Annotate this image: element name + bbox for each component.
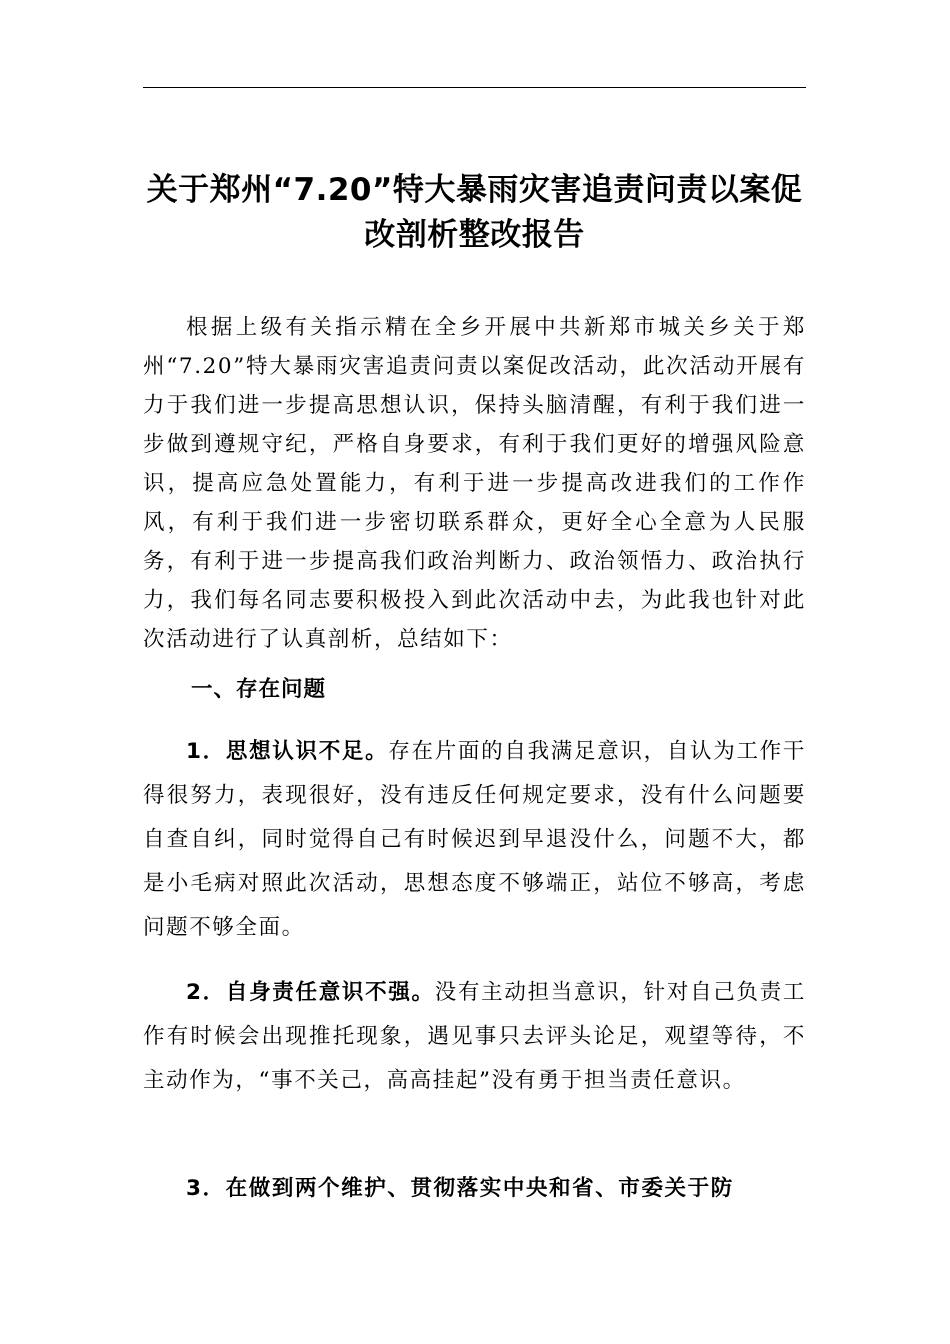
issue-2-lead: 2．自身责任意识不强。 [186,980,435,1005]
title-line-1: 关于郑州“7.20”特大暴雨灾害追责问责以案促 [146,172,803,208]
intro-paragraph: 根据上级有关指示精在全乡开展中共新郑市城关乡关于郑州“7.20”特大暴雨灾害追责问责以案促改活动，此次活动开展有力于我们进一步提高思想认识，保持头脑清醒，有利于我们进一步做到遵规守纪，严格自身要求，有利于我们更好的增强风险意识，提高应急处置能力，有利于进一步提高改进我们的工作作风，有利于我们进一步密切联系群众，更好全心全意为人民服务，有利于进一步提高我们政治判断力、政治领悟力、政治执行力，我们每名同志要积极投入到此次活动中去，为此我也针对此次活动进行了认真剖析，总结如下： [143,315,806,652]
issue-paragraph-3 [143,1167,806,1211]
issue-paragraph-1 [143,730,806,950]
issue-3-lead: 3．在做到两个维护、贯彻落实中央和省、市委关于防 [186,1176,734,1201]
title-line-2: 改剖析整改报告 [364,217,585,253]
section-heading-issues: 一、存在问题 [191,677,327,702]
issue-1-body: 存在片面的自我满足意识，自认为工作干得很努力，表现很好，没有违反任何规定要求，没有什么问题要自查自纠，同时觉得自己有时候迟到早退没什么，问题不大，都是小毛病对照此次活动，思想态度不够端正，站位不够高，考虑问题不够全面。 [143,739,806,940]
document-title [143,168,806,258]
header-rule [143,87,806,88]
issue-1-lead: 1．思想认识不足。 [186,739,389,764]
issue-paragraph-2 [143,971,806,1103]
issue-2-body: 没有主动担当意识，针对自己负责工作有时候会出现推托现象，遇见事只去评头论足，观望等待，不主动作为，“事不关己，高高挂起”没有勇于担当责任意识。 [143,980,806,1093]
